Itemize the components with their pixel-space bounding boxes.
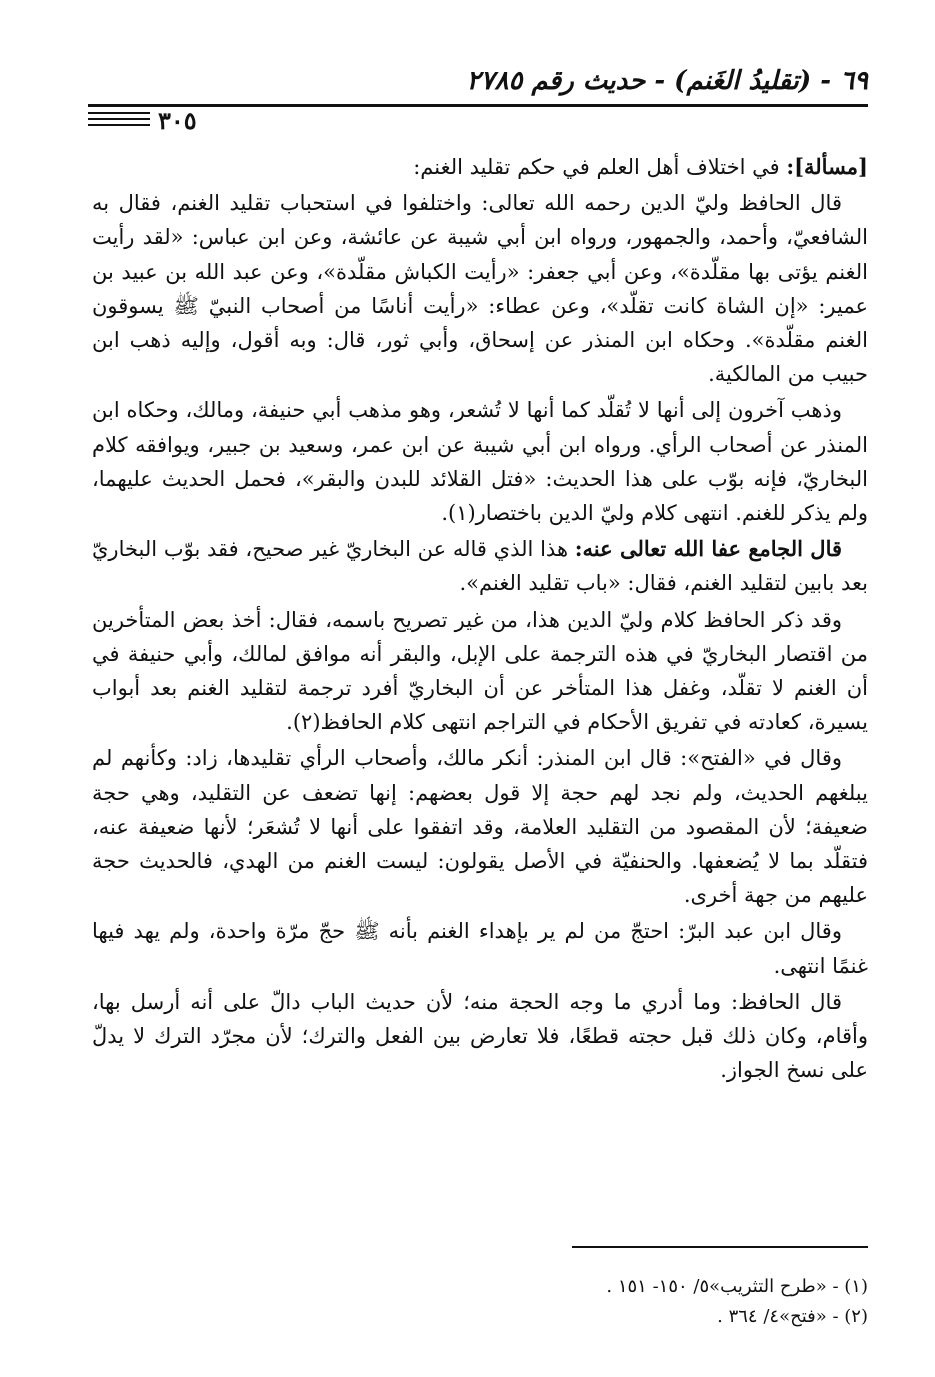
page-number-rule: [88, 112, 150, 114]
paragraph-text: في اختلاف أهل العلم في حكم تقليد الغنم:: [413, 155, 787, 179]
paragraph-text: قال الحافظ: وما أدري ما وجه الحجة منه؛ لأن حديث الباب دالّ على أنه أرسل بها، وأقام، وكان ذلك قبل حجته قطعًا، فلا تعارض بين الفعل والترك؛ لأن مجرّد الترك لا يدلّ على نسخ الجواز.: [92, 989, 868, 1083]
paragraph: [92, 186, 868, 391]
footnote-separator: [572, 1246, 868, 1248]
footnote-1: (١) - «طرح التثريب»٥/ ١٥٠- ١٥١ .: [606, 1276, 868, 1297]
page-number: ٣٠٥: [158, 106, 197, 135]
page-number-rule: [88, 118, 150, 120]
paragraph: [92, 985, 868, 1088]
paragraph-text: هذا الذي قاله عن البخاريّ غير صحيح، فقد بوّب البخاريّ بعد بابين لتقليد الغنم، فقال: «باب تقليد الغنم».: [92, 537, 868, 596]
paragraph: [92, 532, 868, 600]
paragraph-lead: قال الجامع عفا الله تعالى عنه:: [574, 536, 843, 562]
page-header: [88, 66, 868, 106]
paragraph-text: وذهب آخرون إلى أنها لا تُقلّد كما أنها لا تُشعر، وهو مذهب أبي حنيفة، ومالك، وحكاه ابن المنذر عن أصحاب الرأي. ورواه ابن أبي شيبة عن ابن عمر، وسعيد بن جبير، ويوافقه كلام البخاريّ، فإنه بوّب على هذا الحديث: «فتل القلائد للبدن والبقر»، فحمل الحديث عليهما، ولم يذكر للغنم. انتهى كلام وليّ الدين باختصار(١).: [92, 398, 868, 526]
page-number-rule: [88, 124, 150, 126]
footnotes: [368, 1272, 868, 1332]
paragraph: [92, 741, 868, 912]
paragraph-text: وقال في «الفتح»: قال ابن المنذر: أنكر مالك، وأصحاب الرأي تقليدها، زاد: وكأنهم لم يبلغهم الحديث، ولم نجد لهم حجة إلا قول بعضهم: إنها تضعف عن التقليد، وهي حجة ضعيفة؛ لأن المقصود من التقليد العلامة، وقد اتفقوا على أنها لا تُشعَر؛ لأنها ضعيفة عنه، فتقلّد بما لا يُضعفها. والحنفيّة في الأصل يقولون: ليست الغنم من الهدي، فالحديث حجة عليهم من جهة أخرى.: [92, 746, 868, 908]
paragraph-text: وقد ذكر الحافظ كلام وليّ الدين هذا، من غير تصريح باسمه، فقال: أخذ بعض المتأخرين من اقتصار البخاريّ في هذه الترجمة على الإبل، والبقر أنه موافق لمالك، وأبي حنيفة في أن الغنم لا تقلّد، وغفل هذا المتأخر عن أن البخاريّ أفرد ترجمة لتقليد الغنم بعد أبواب يسيرة، كعادته في تفريق الأحكام في التراجم انتهى كلام الحافظ(٢).: [92, 607, 868, 735]
footnote-2: (٢) - «فتح»٤/ ٣٦٤ .: [717, 1306, 868, 1327]
paragraph-text: وقال ابن عبد البرّ: احتجّ من لم ير بإهداء الغنم بأنه ﷺ حجّ مرّة واحدة، ولم يهد فيها غنمًا انتهى.: [92, 919, 868, 978]
paragraph: [92, 603, 868, 740]
paragraph: [92, 150, 868, 184]
main-text: [92, 150, 868, 1089]
running-head: ٦٩ - (تقليدُ الغَنم) - حديث رقم ٢٧٨٥: [466, 66, 868, 96]
paragraph-text: قال الحافظ وليّ الدين رحمه الله تعالى: واختلفوا في استحباب تقليد الغنم، فقال به الشافعيّ، وأحمد، والجمهور، ورواه ابن أبي شيبة عن عائشة، وعن ابن عباس: «لقد رأيت الغنم يؤتى بها مقلّدة»، وعن أبي جعفر: «رأيت الكباش مقلّدة»، وعن عبد الله بن عبيد بن عمير: «إن الشاة كانت تقلّد»، وعن عطاء: «رأيت أناسًا من أصحاب النبيّ ﷺ يسوقون الغنم مقلّدة». وحكاه ابن المنذر عن إسحاق، وأبي ثور، قال: وبه أقول، وإليه ذهب ابن حبيب من المالكية.: [92, 191, 868, 387]
paragraph: [92, 393, 868, 530]
paragraph-lead: [مسألة]:: [786, 154, 868, 179]
page-number-block: [88, 106, 228, 136]
paragraph: [92, 914, 868, 982]
